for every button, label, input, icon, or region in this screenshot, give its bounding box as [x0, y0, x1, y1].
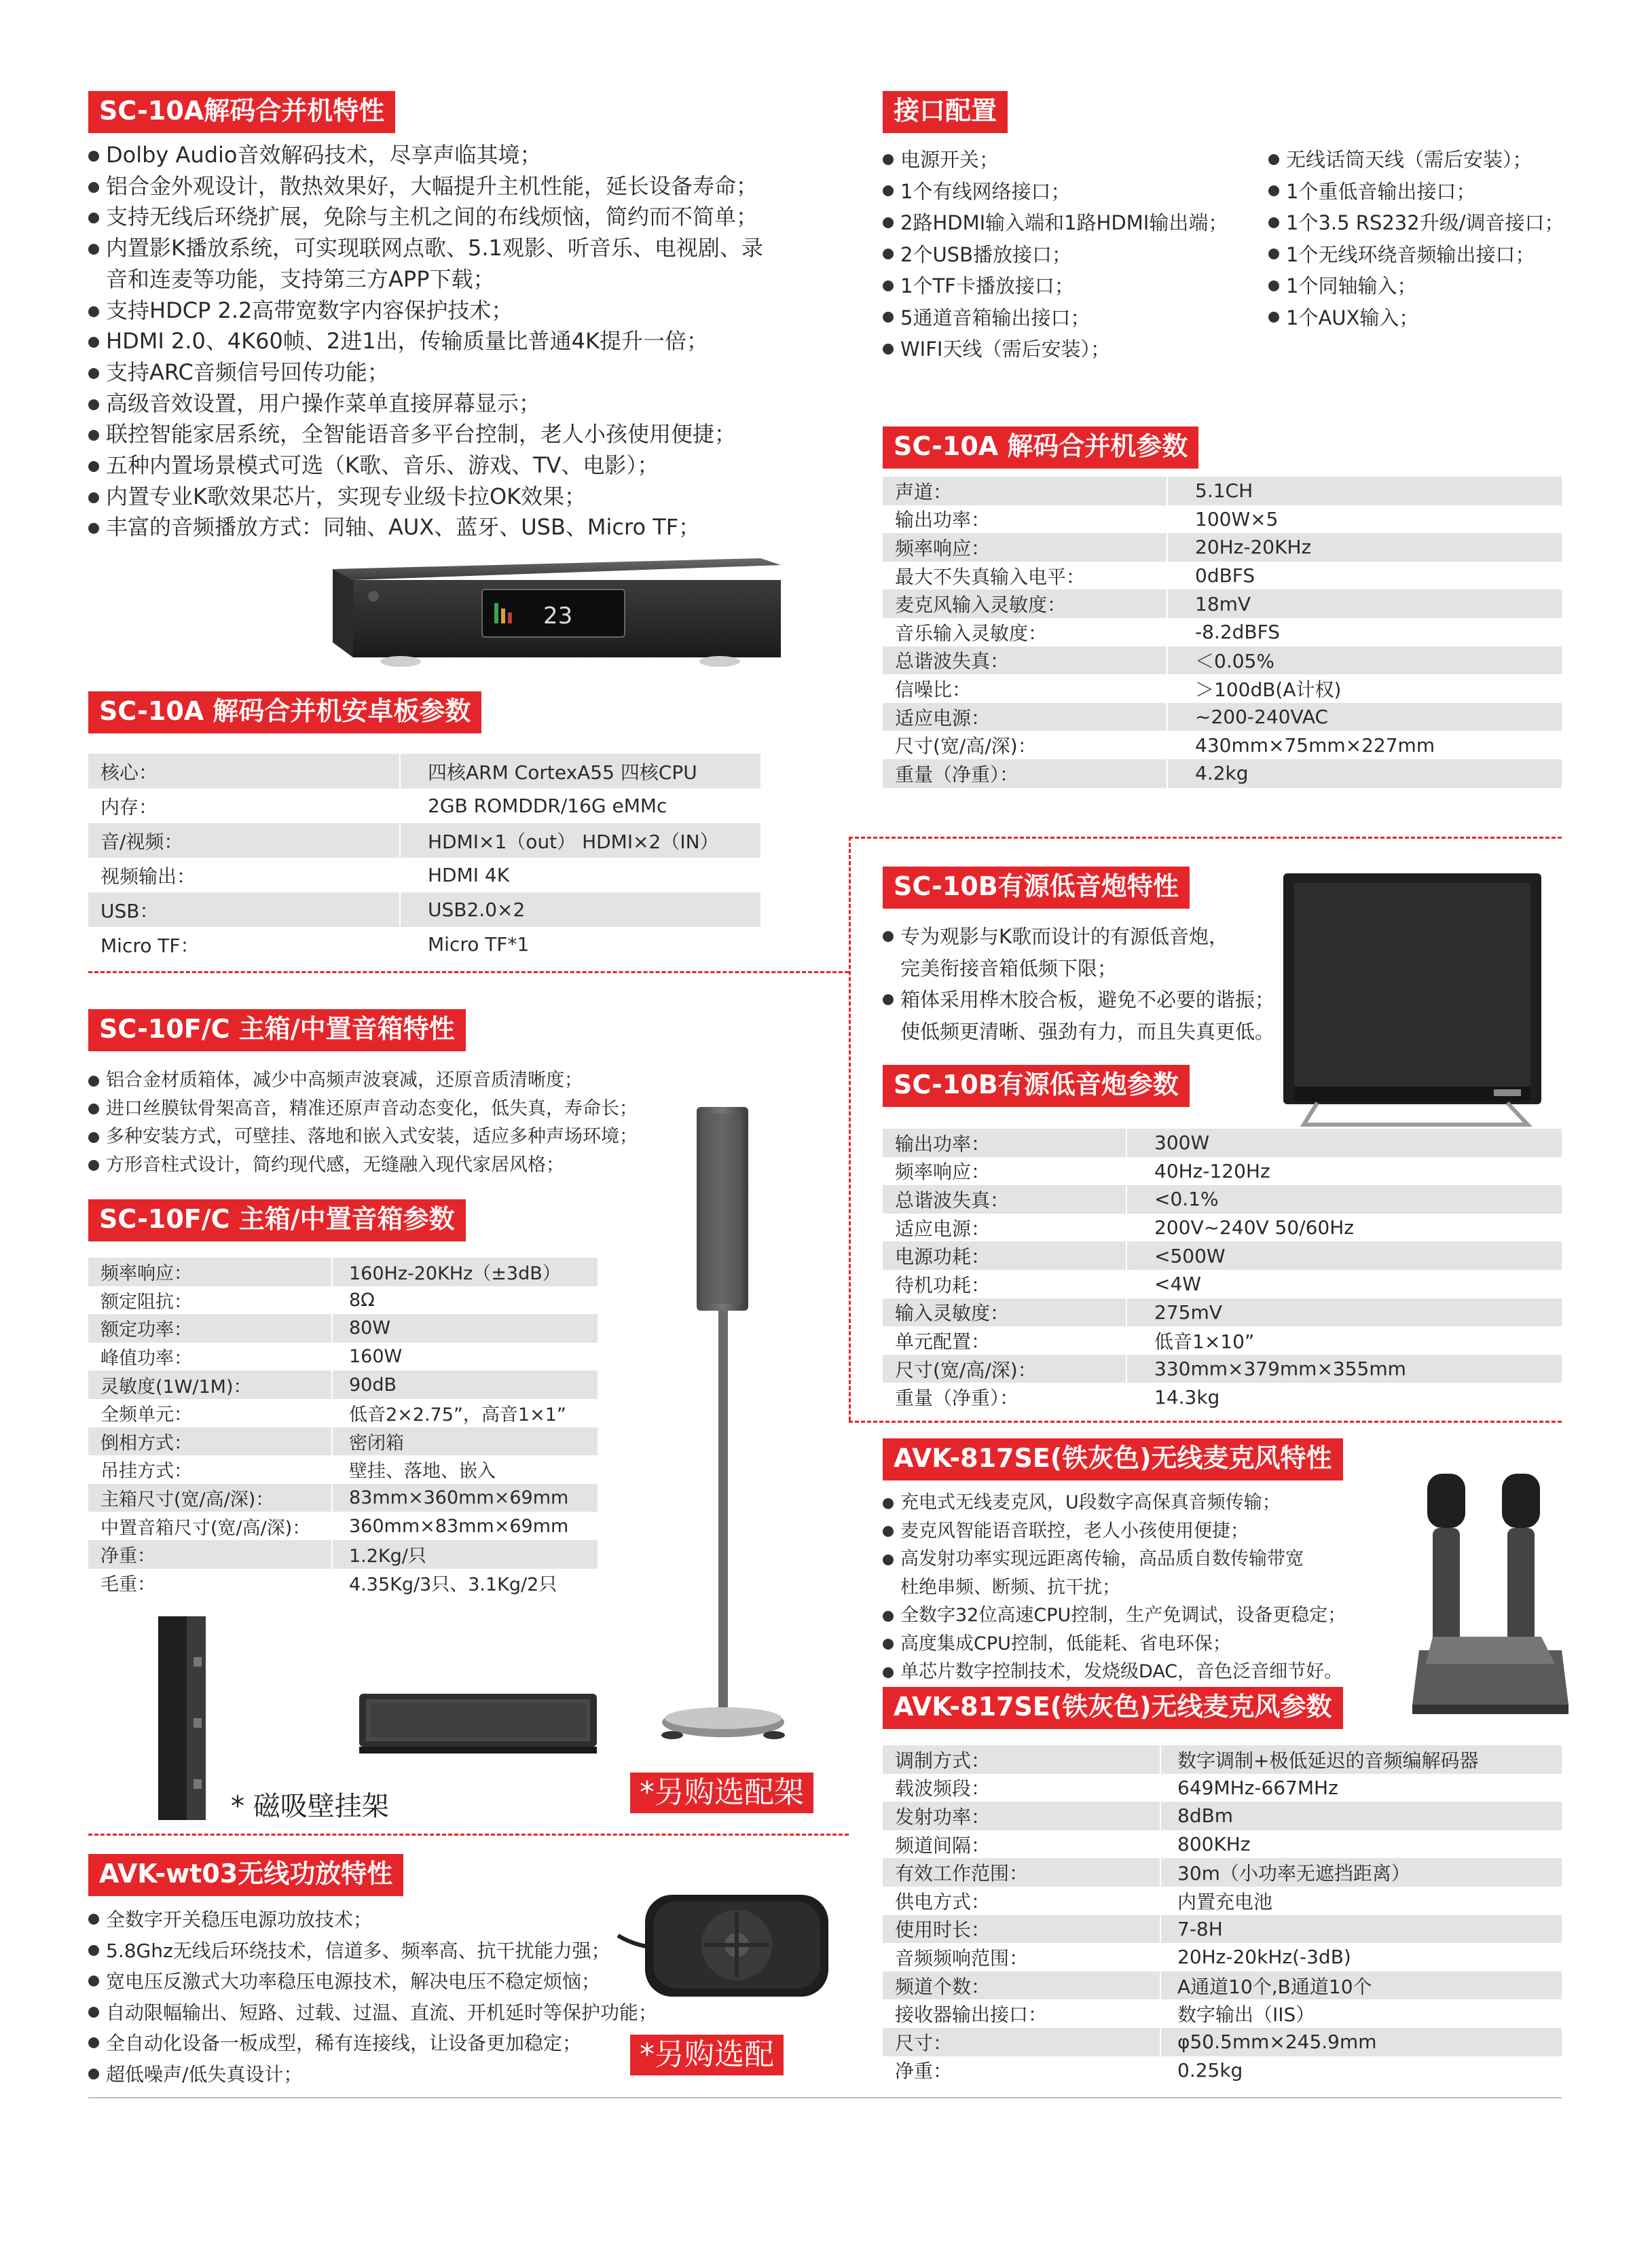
param-value: 160Hz-20KHz（±3dB） [349, 1263, 561, 1285]
param-value: 20Hz-20KHz [1195, 536, 1312, 559]
sc10a-features-title: SC-10A解码合并机特性 [88, 91, 395, 133]
param-label: 载波频段： [883, 1774, 1161, 1802]
mic-params-title: AVK-817SE(铁灰色)无线麦克风参数 [883, 1687, 1343, 1729]
table-row [88, 1512, 598, 1540]
table-row [883, 2028, 1562, 2056]
list-item: 全数字32位高速CPU控制，生产免调试，设备更稳定； [883, 1601, 1346, 1630]
param-label: 输出功率： [883, 1129, 1127, 1157]
sc10c-center-speaker-image [356, 1684, 601, 1759]
param-value: 8Ω [349, 1289, 375, 1311]
interfaces-list-left [883, 144, 1228, 365]
list-item: 支持ARC音频信号回传功能； [88, 357, 763, 388]
param-label: 中置音箱尺寸(宽/高/深)： [88, 1512, 333, 1540]
table-row [88, 892, 760, 927]
param-value: Micro TF*1 [428, 933, 530, 956]
param-value: <0.1% [1154, 1188, 1219, 1211]
param-value: <500W [1154, 1244, 1226, 1267]
list-item: 箱体采用桦木胶合板，避免不必要的谐振； [883, 984, 1274, 1016]
table-row [883, 1887, 1562, 1915]
param-label: 主箱尺寸(宽/高/深)： [88, 1484, 333, 1512]
table-row [88, 1455, 598, 1484]
sc10fc-params-title: SC-10F/C 主箱/中置音箱参数 [88, 1199, 466, 1241]
table-row [883, 1971, 1562, 2000]
list-item: 专为观影与K歌而设计的有源低音炮， [883, 921, 1274, 953]
table-row [883, 618, 1562, 647]
list-item: 1个无线环绕音频输出接口； [1268, 239, 1564, 271]
magnetic-wall-mount-image [153, 1616, 234, 1820]
list-item: 宽电压反激式大功率稳压电源技术，解决电压不稳定烦恼； [88, 1966, 657, 1997]
param-label: 频道间隔： [883, 1830, 1161, 1859]
param-label: 声道： [883, 477, 1168, 505]
list-item: 1个AUX输入； [1268, 302, 1564, 334]
param-value: 4.2kg [1195, 762, 1249, 785]
table-row [883, 1774, 1562, 1802]
param-label: 倒相方式： [88, 1428, 333, 1456]
list-item: 自动限幅输出、短路、过载、过温、直流、开机延时等保护功能； [88, 1997, 657, 2029]
table-row [88, 1428, 598, 1456]
list-item: 内置专业K歌效果芯片，实现专业级卡拉OK效果； [88, 481, 763, 513]
mic-features-list [883, 1489, 1346, 1686]
table-row [88, 1314, 598, 1343]
table-row [883, 533, 1562, 562]
interfaces-title: 接口配置 [883, 91, 1008, 133]
param-value: 7-8H [1177, 1917, 1223, 1940]
param-label: 适应电源： [883, 703, 1168, 731]
list-item: 2个USB播放接口； [883, 239, 1228, 271]
table-row [883, 1355, 1562, 1383]
param-value: HDMI×1（out） HDMI×2（IN） [428, 830, 719, 853]
table-row [88, 1286, 598, 1315]
table-row [883, 1943, 1562, 1971]
param-value: 1.2Kg/只 [349, 1546, 426, 1567]
list-item: 2路HDMI输入端和1路HDMI输出端； [883, 207, 1228, 239]
stand-optional-tag: *另购选配架 [630, 1773, 813, 1813]
param-value: 低音1×10” [1154, 1330, 1255, 1353]
list-item: 支持无线后环绕扩展，免除与主机之间的布线烦恼，简约而不简单； [88, 202, 763, 233]
param-label: 额定阻抗： [88, 1286, 333, 1315]
param-label: 输出功率： [883, 505, 1168, 534]
param-label: 重量（净重）： [883, 1383, 1127, 1411]
table-row [88, 1343, 598, 1371]
param-label: 适应电源： [883, 1214, 1127, 1242]
param-value: 30m（小功率无遮挡距离） [1177, 1862, 1410, 1885]
param-value: 20Hz-20kHz(-3dB) [1177, 1946, 1351, 1969]
table-row [883, 1999, 1562, 2028]
list-item: 使低频更清晰、强劲有力，而且失真更低。 [900, 1019, 1275, 1043]
list-item: 5通道音箱输出接口； [883, 302, 1228, 334]
divider [88, 971, 849, 973]
param-value: φ50.5mm×245.9mm [1177, 2031, 1377, 2054]
param-value: ~200-240VAC [1195, 706, 1329, 729]
list-item: 铝合金外观设计，散热效果好，大幅提升主机性能，延长设备寿命； [88, 171, 763, 202]
wall-mount-caption: * 磁吸壁挂架 [231, 1791, 389, 1822]
param-value: 2GB ROMDDR/16G eMMc [428, 795, 667, 817]
list-item: 1个重低音输出接口； [1268, 176, 1564, 208]
param-value: 100W×5 [1195, 507, 1279, 530]
table-row [883, 1326, 1562, 1355]
list-item: 联控智能家居系统，全智能语音多平台控制，老人小孩使用便捷； [88, 419, 763, 450]
sc10b-features-list [883, 921, 1274, 1047]
table-row [88, 1484, 598, 1512]
param-value: 4.35Kg/3只、3.1Kg/2只 [349, 1574, 557, 1595]
table-row [883, 1745, 1562, 1774]
param-label: 电源功耗： [883, 1241, 1127, 1270]
sc10b-features-title: SC-10B有源低音炮特性 [883, 867, 1190, 909]
param-label: 发射功率： [883, 1802, 1161, 1830]
param-value: 四核ARM CortexA55 四核CPU [428, 761, 697, 784]
param-value: 160W [349, 1346, 403, 1368]
sc10a-android-title: SC-10A 解码合并机安卓板参数 [88, 691, 481, 733]
table-row [883, 1858, 1562, 1887]
param-value: ＜0.05% [1195, 650, 1274, 673]
param-value: 90dB [349, 1374, 397, 1396]
table-row [883, 1241, 1562, 1270]
table-row [88, 1258, 598, 1286]
footer-line [88, 2097, 1562, 2098]
list-item: 5.8Ghz无线后环绕技术，信道多、频率高、抗干扰能力强； [88, 1935, 657, 1967]
table-row [88, 1540, 598, 1569]
list-item: 支持HDCP 2.2高带宽数字内容保护技术； [88, 295, 763, 327]
list-item: 音和连麦等功能，支持第三方APP下载； [106, 266, 495, 292]
param-value: 壁挂、落地、嵌入 [349, 1461, 496, 1483]
sc10a-android-table [88, 754, 760, 962]
param-label: 输入灵敏度： [883, 1298, 1127, 1327]
list-item: 单芯片数字控制技术，发烧级DAC，音色泛音细节好。 [883, 1658, 1346, 1686]
list-item: 高发射功率实现远距离传输，高品质自数传输带宽 [883, 1545, 1346, 1574]
param-label: 音频频响范围： [883, 1943, 1161, 1971]
sc10a-amplifier-image [326, 556, 788, 671]
param-label: 音乐输入灵敏度： [883, 618, 1168, 647]
table-row [883, 647, 1562, 675]
table-row [883, 1915, 1562, 1944]
list-item: 方形音柱式设计，简约现代感，无缝融入现代家居风格； [88, 1151, 638, 1180]
param-value: 内置充电池 [1177, 1890, 1273, 1913]
param-label: 净重： [88, 1540, 333, 1569]
list-item: 高级音效设置，用户操作菜单直接屏幕显示； [88, 388, 763, 420]
sc10fc-features-list [88, 1066, 638, 1179]
param-label: 供电方式： [883, 1887, 1161, 1915]
table-row [883, 2056, 1562, 2085]
sc10fc-features-title: SC-10F/C 主箱/中置音箱特性 [88, 1009, 466, 1051]
amp-display-number: 23 [543, 602, 573, 630]
table-row [883, 505, 1562, 534]
sc10a-params-title: SC-10A 解码合并机参数 [883, 426, 1198, 469]
table-row [883, 1298, 1562, 1327]
sc10fc-params-table [88, 1258, 598, 1597]
mic-features-title: AVK-817SE(铁灰色)无线麦克风特性 [883, 1438, 1343, 1480]
list-item: 1个TF卡播放接口； [883, 270, 1228, 302]
param-label: 调制方式： [883, 1745, 1161, 1774]
table-row [88, 858, 760, 892]
table-row [883, 1383, 1562, 1411]
param-label: 待机功耗： [883, 1270, 1127, 1298]
param-value: 0dBFS [1195, 564, 1255, 587]
sc10b-subwoofer-image [1277, 860, 1562, 1131]
param-value: 数字调制+极低延迟的音频编解码器 [1177, 1749, 1479, 1772]
param-value: 275mV [1154, 1301, 1222, 1324]
divider-vertical [849, 837, 851, 1421]
param-label: 尺寸(宽/高/深)： [883, 1355, 1127, 1383]
interfaces-list-right [1268, 144, 1564, 333]
mic-params-table [883, 1745, 1562, 2084]
list-item: 无线话筒天线（需后安装）； [1268, 144, 1564, 176]
param-label: 总谐波失真： [883, 647, 1168, 675]
param-label: 音/视频： [88, 823, 401, 858]
param-label: 毛重： [88, 1569, 333, 1597]
wt03-features-list [88, 1904, 657, 2090]
param-value: 430mm×75mm×227mm [1195, 733, 1435, 757]
param-value: HDMI 4K [428, 864, 510, 886]
param-value: 密闭箱 [349, 1432, 404, 1454]
param-label: 全频单元： [88, 1399, 333, 1428]
table-row [883, 562, 1562, 590]
param-value: 80W [349, 1317, 391, 1339]
param-value: 800KHz [1177, 1833, 1251, 1856]
param-value: 330mm×379mm×355mm [1154, 1358, 1406, 1381]
param-label: 净重： [883, 2056, 1161, 2085]
divider [849, 1421, 1562, 1423]
param-label: 核心： [88, 754, 401, 788]
list-item: WIFI天线（需后安装）； [883, 333, 1228, 365]
table-row [88, 927, 760, 962]
list-item: 高度集成CPU控制，低能耗、省电环保； [883, 1630, 1346, 1658]
list-item: 内置影K播放系统，可实现联网点歌、5.1观影、听音乐、电视剧、录 [88, 233, 763, 264]
param-label: 麦克风输入灵敏度： [883, 589, 1168, 618]
param-label: 吊挂方式： [88, 1455, 333, 1484]
table-row [883, 759, 1562, 788]
list-item: 麦克风智能语音联控，老人小孩使用便捷； [883, 1517, 1346, 1546]
param-value: 8dBm [1177, 1804, 1234, 1828]
param-label: 使用时长： [883, 1915, 1161, 1944]
param-value: 649MHz-667MHz [1177, 1776, 1338, 1799]
param-label: 接收器输出接口： [883, 1999, 1161, 2028]
list-item: 电源开关； [883, 144, 1228, 176]
sc10b-params-title: SC-10B有源低音炮参数 [883, 1065, 1190, 1107]
param-value: -8.2dBFS [1195, 621, 1281, 644]
param-value: 40Hz-120Hz [1154, 1159, 1270, 1182]
param-label: Micro TF： [88, 927, 401, 962]
table-row [883, 1185, 1562, 1214]
divider [88, 1834, 849, 1836]
table-row [88, 1569, 598, 1597]
param-label: 频率响应： [88, 1258, 333, 1286]
table-row [883, 589, 1562, 618]
table-row [883, 1830, 1562, 1859]
table-row [88, 823, 760, 858]
param-label: 重量（净重）： [883, 759, 1168, 788]
list-item: 1个有线网络接口； [883, 176, 1228, 208]
list-item: 进口丝膜钛骨架高音，精准还原声音动态变化，低失真，寿命长； [88, 1095, 638, 1123]
list-item: 1个同轴输入； [1268, 270, 1564, 302]
param-label: 额定功率： [88, 1314, 333, 1343]
sc10b-params-table [883, 1129, 1562, 1411]
param-value: 0.25kg [1177, 2058, 1243, 2082]
sc10f-floor-speaker-image [645, 1100, 808, 1752]
list-item: 全数字开关稳压电源功放技术； [88, 1904, 657, 1935]
wt03-features-title: AVK-wt03无线功放特性 [88, 1854, 403, 1896]
table-row [88, 1370, 598, 1399]
param-label: 尺寸(宽/高/深)： [883, 731, 1168, 759]
list-item: 杜绝串频、断频、抗干扰； [900, 1576, 1120, 1598]
table-row [883, 674, 1562, 703]
wt03-optional-tag: *另购选配 [630, 2035, 784, 2075]
list-item: 充电式无线麦克风，U段数字高保真音频传输； [883, 1489, 1346, 1517]
param-value: USB2.0×2 [428, 898, 526, 921]
table-row [883, 477, 1562, 505]
param-label: 灵敏度(1W/1M)： [88, 1370, 333, 1399]
list-item: 铝合金材质箱体，减少中高频声波衰减，还原音质清晰度； [88, 1066, 638, 1095]
param-value: 83mm×360mm×69mm [349, 1487, 569, 1509]
param-value: 低音2×2.75”，高音1×1” [349, 1404, 566, 1426]
list-item: 丰富的音频播放方式：同轴、AUX、蓝牙、USB、Micro TF； [88, 512, 763, 543]
param-value: A通道10个,B通道10个 [1177, 1975, 1372, 1998]
sc10a-features-list [88, 140, 763, 543]
param-label: 信噪比： [883, 674, 1168, 703]
list-item: 多种安装方式，可壁挂、落地和嵌入式安装，适应多种声场环境； [88, 1123, 638, 1151]
param-label: 最大不失真输入电平： [883, 562, 1168, 590]
param-label: 频率响应： [883, 1157, 1127, 1186]
table-row [883, 1270, 1562, 1298]
param-value: 300W [1154, 1131, 1210, 1155]
table-row [883, 1802, 1562, 1830]
param-label: 总谐波失真： [883, 1185, 1127, 1214]
mic-set-image [1406, 1467, 1575, 1725]
table-row [88, 1399, 598, 1428]
divider [849, 837, 1562, 839]
list-item: 1个3.5 RS232升级/调音接口； [1268, 207, 1564, 239]
param-value: 14.3kg [1154, 1385, 1220, 1408]
table-row [88, 754, 760, 788]
table-row [883, 1157, 1562, 1186]
list-item: 超低噪声/低失真设计； [88, 2059, 657, 2090]
param-label: 有效工作范围： [883, 1858, 1161, 1887]
param-label: 内存： [88, 788, 401, 823]
list-item: 完美衔接音箱低频下限； [900, 956, 1118, 980]
param-label: 单元配置： [883, 1326, 1127, 1355]
table-row [88, 788, 760, 823]
param-label: 频道个数： [883, 1971, 1161, 2000]
param-value: <4W [1154, 1273, 1201, 1296]
param-label: USB： [88, 892, 401, 927]
param-value: 360mm×83mm×69mm [349, 1515, 569, 1537]
list-item: HDMI 2.0、4K60帧、2进1出，传输质量比普通4K提升一倍； [88, 326, 763, 357]
list-item: Dolby Audio音效解码技术，尽享声临其境； [88, 140, 763, 171]
wt03-amplifier-image [611, 1874, 842, 2010]
param-label: 视频输出： [88, 858, 401, 892]
param-label: 峰值功率： [88, 1343, 333, 1371]
param-value: 200V~240V 50/60Hz [1154, 1216, 1354, 1239]
param-value: 数字输出（IIS） [1177, 2003, 1315, 2026]
table-row [883, 731, 1562, 759]
param-label: 尺寸： [883, 2028, 1161, 2056]
sc10a-params-table [883, 477, 1562, 788]
param-value: 5.1CH [1195, 479, 1253, 503]
table-row [883, 1214, 1562, 1242]
list-item: 五种内置场景模式可选（K歌、音乐、游戏、TV、电影）； [88, 450, 763, 481]
table-row [883, 1129, 1562, 1157]
list-item: 全自动化设备一板成型，稀有连接线，让设备更加稳定； [88, 2028, 657, 2059]
param-label: 频率响应： [883, 533, 1168, 562]
param-value: ＞100dB(A计权) [1195, 678, 1342, 701]
param-value: 18mV [1195, 592, 1251, 615]
table-row [883, 703, 1562, 731]
